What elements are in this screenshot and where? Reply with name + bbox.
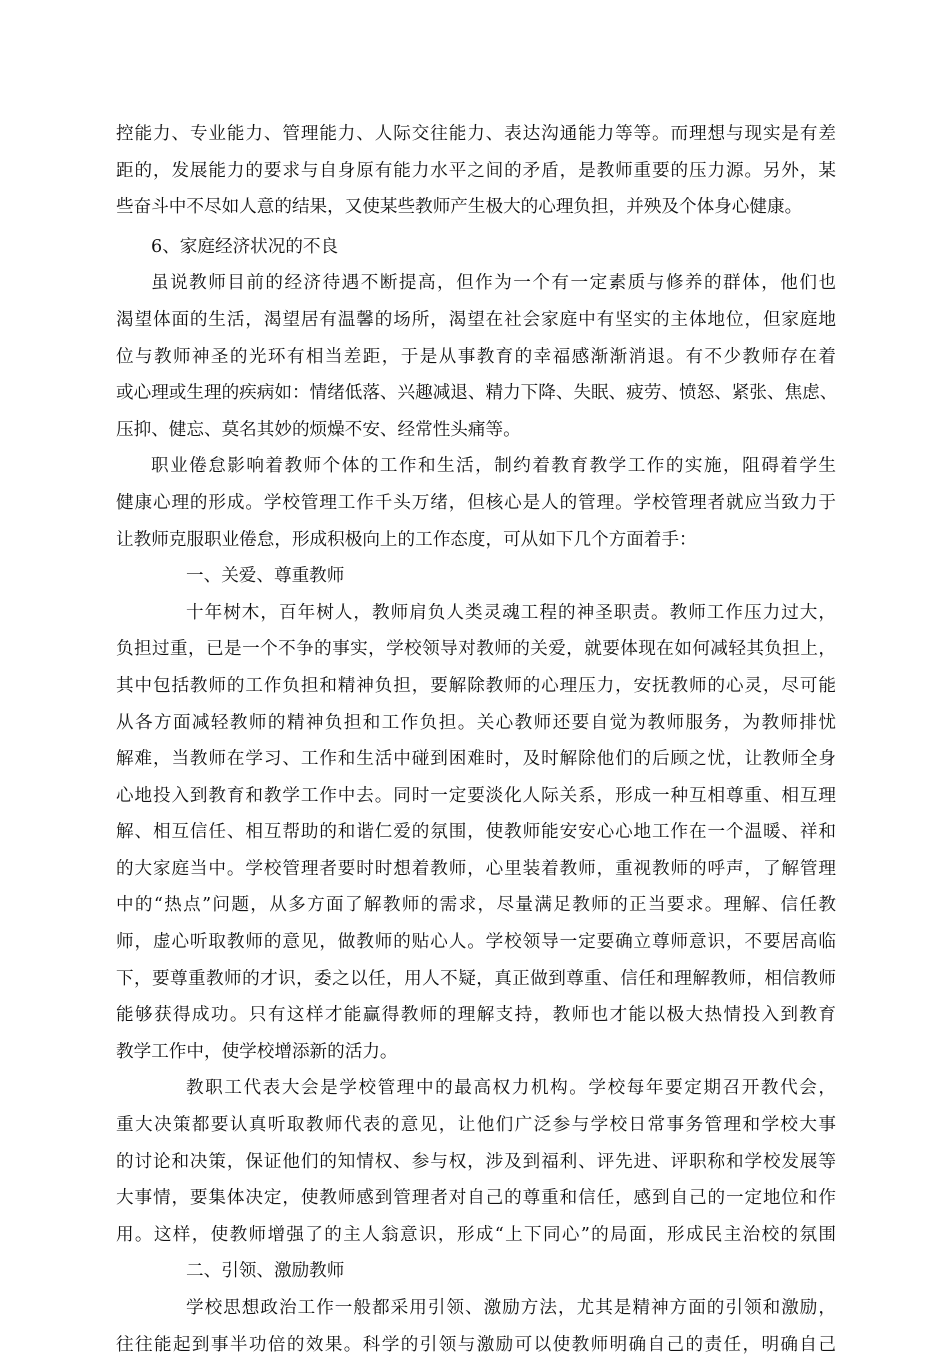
- text-line: 重大决策都要认真听取教师代表的意见，让他们广泛参与学校日常事务管理和学校大事: [116, 1115, 836, 1136]
- section-heading-1: 一、关爱、尊重教师: [186, 566, 345, 587]
- text-line: 教学工作中，使学校增添新的活力。: [116, 1041, 398, 1062]
- document-page: [116, 116, 836, 1363]
- text-line: 的大家庭当中。学校管理者要时时想着教师，心里装着教师，重视教师的呼声，了解管理: [116, 858, 836, 879]
- text-line: 虽说教师目前的经济待遇不断提高，但作为一个有一定素质与修养的群体，他们也: [151, 273, 836, 294]
- text-line: 解、相互信任、相互帮助的和谐仁爱的氛围，使教师能安安心心地工作在一个温暖、祥和: [116, 822, 836, 843]
- text-line: 位与教师神圣的光环有相当差距，于是从事教育的幸福感渐渐消退。有不少教师存在着: [116, 346, 836, 367]
- text-line: 能够获得成功。只有这样才能赢得教师的理解支持，教师也才能以极大热情投入到教育: [116, 1005, 836, 1026]
- text-line: 健康心理的形成。学校管理工作千头万绪，但核心是人的管理。学校管理者就应当致力于: [116, 492, 836, 513]
- text-line: 或心理或生理的疾病如：情绪低落、兴趣减退、精力下降、失眠、疲劳、愤怒、紧张、焦虑、: [116, 383, 838, 404]
- section-heading-2: 二、引领、激励教师: [186, 1261, 345, 1282]
- text-line: 从各方面减轻教师的精神负担和工作负担。关心教师还要自觉为教师服务，为教师排忧: [116, 712, 836, 733]
- text-line: 控能力、专业能力、管理能力、人际交往能力、表达沟通能力等等。而理想与现实是有差: [116, 124, 836, 144]
- text-line: 下，要尊重教师的才识，委之以任，用人不疑，真正做到尊重、信任和理解教师，相信教师: [116, 968, 836, 989]
- text-line: 距的，发展能力的要求与自身原有能力水平之间的矛盾，是教师重要的压力源。另外，某: [116, 160, 836, 181]
- text-line: 让教师克服职业倦怠，形成积极向上的工作态度，可从如下几个方面着手：: [116, 529, 697, 550]
- text-line: 心地投入到教育和教学工作中去。同时一定要淡化人际关系，形成一种互相尊重、相互理: [116, 785, 836, 806]
- text-line: 些奋斗中不尽如人意的结果，又使某些教师产生极大的心理负担，并殃及个体身心健康。: [116, 197, 803, 218]
- text-line: 负担过重，已是一个不争的事实，学校领导对教师的关爱，就要体现在如何减轻其负担上，: [116, 639, 836, 660]
- text-line: 师，虚心听取教师的意见，做教师的贴心人。学校领导一定要确立尊师意识，不要居高临: [116, 932, 836, 953]
- text-line: 教职工代表大会是学校管理中的最高权力机构。学校每年要定期召开教代会，: [186, 1078, 836, 1099]
- text-line: 大事情，要集体决定，使教师感到管理者对自己的尊重和信任，感到自己的一定地位和作: [116, 1188, 836, 1209]
- text-line: 十年树木，百年树人，教师肩负人类灵魂工程的神圣职责。教师工作压力过大，: [186, 602, 836, 623]
- text-line: 的讨论和决策，保证他们的知情权、参与权，涉及到福利、评先进、评职称和学校发展等: [116, 1151, 836, 1172]
- section-heading-6: 6、家庭经济状况的不良: [151, 236, 339, 257]
- text-line: 学校思想政治工作一般都采用引领、激励方法，尤其是精神方面的引领和激励，: [186, 1298, 836, 1318]
- text-line: 渴望体面的生活，渴望居有温馨的场所，渴望在社会家庭中有坚实的主体地位，但家庭地: [116, 309, 836, 330]
- text-line: 其中包括教师的工作负担和精神负担，要解除教师的心理压力，安抚教师的心灵，尽可能: [116, 675, 836, 696]
- text-line: 中的“热点”问题，从多方面了解教师的需求，尽量满足教师的正当要求。理解、信任教: [116, 895, 836, 916]
- text-line: 压抑、健忘、莫名其妙的烦燥不安、经常性头痛等。: [116, 419, 521, 440]
- text-line: 职业倦怠影响着教师个体的工作和生活，制约着教育教学工作的实施，阻碍着学生: [151, 456, 836, 477]
- text-line: 解难，当教师在学习、工作和生活中碰到困难时，及时解除他们的后顾之忧，让教师全身: [116, 749, 836, 770]
- text-line: 用。这样，使教师增强了的主人翁意识，形成“上下同心”的局面，形成民主治校的氛围: [116, 1224, 836, 1245]
- text-line: 往往能起到事半功倍的效果。科学的引领与激励可以使教师明确自己的责任，明确自己: [116, 1334, 836, 1355]
